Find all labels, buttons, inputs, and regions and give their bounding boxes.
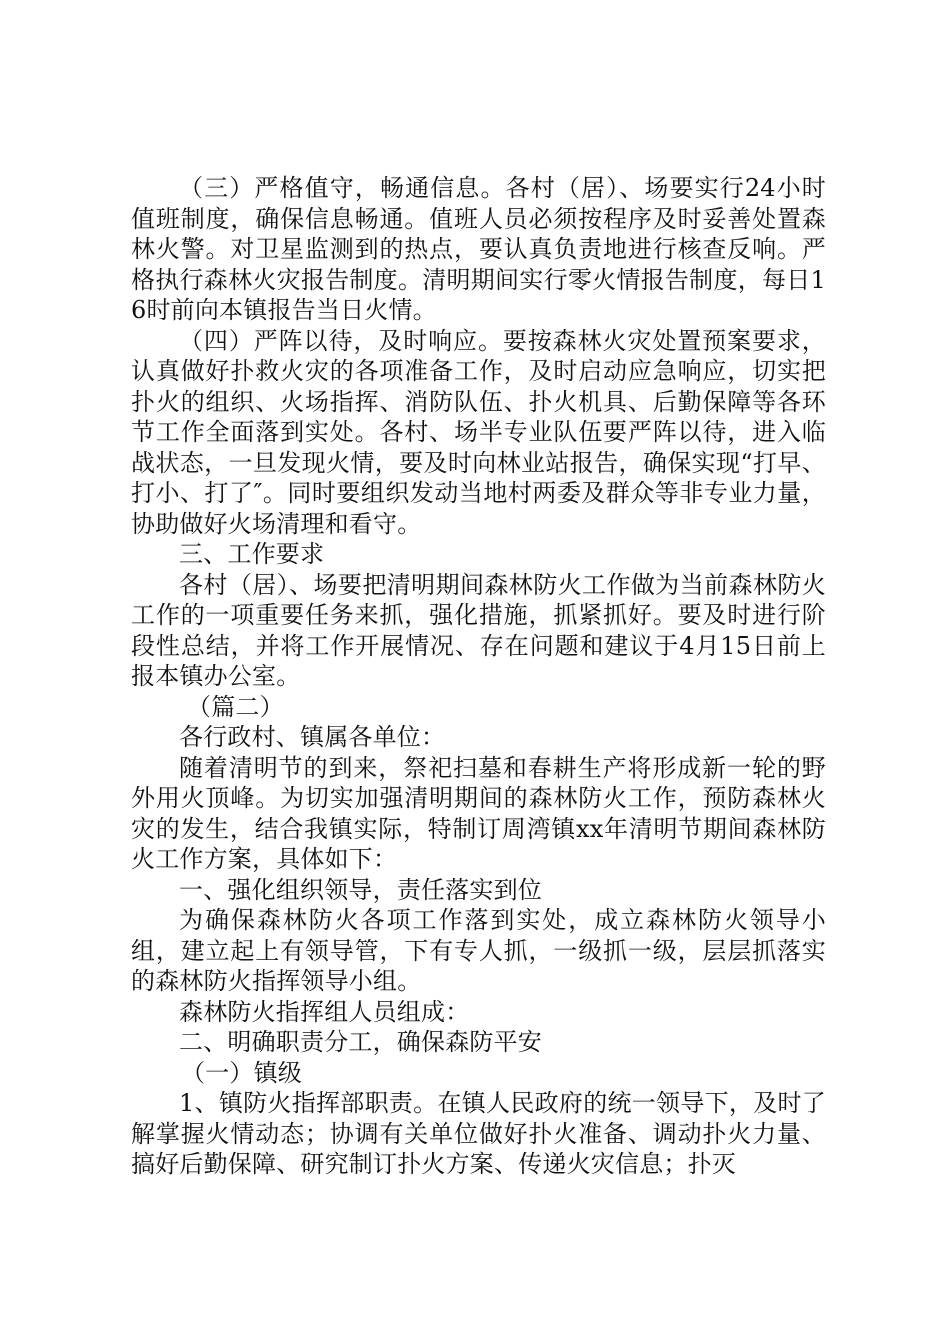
heading-part-two: （篇二） bbox=[187, 692, 284, 721]
paragraph-work-requirements: 各村（居）、场要把清明期间森林防火工作做为当前森林防火工作的一项重要任务来抓，强化措施，抓紧抓好。要及时进行阶段性总结，并将工作开展情况、存在问题和建议于4月15日前上报本镇办公室。 bbox=[131, 570, 826, 690]
salutation: 各行政村、镇属各单位： bbox=[179, 723, 446, 751]
heading-work-requirements: 三、工作要求 bbox=[179, 540, 325, 568]
paragraph-members: 森林防火指挥组人员组成： bbox=[179, 997, 470, 1026]
document-body bbox=[131, 173, 826, 1180]
heading-organization: 一、强化组织领导，责任落实到位 bbox=[179, 875, 542, 904]
paragraph-intro: 随着清明节的到来，祭祀扫墓和春耕生产将形成新一轮的野外用火顶峰。为切实加强清明期间的森林防火工作，预防森林火灾的发生，结合我镇实际，特制订周湾镇xx年清明节期间森林防火工作方案，具体如下： bbox=[131, 753, 826, 873]
paragraph-standby-response: （四）严阵以待，及时响应。要按森林火灾处置预案要求，认真做好扑救火灾的各项准备工作，及时启动应急响应，切实把扑火的组织、火场指挥、消防队伍、扑火机具、后勤保障等各环节工作全面落到实处。各村、场半专业队伍要严阵以待，进入临战状态，一旦发现火情，要及时向林业站报告，确保实现“打早、打小、打了″。同时要组织发动当地村两委及群众等非专业力量，协助做好火场清理和看守。 bbox=[131, 326, 826, 538]
paragraph-strict-duty: （三）严格值守，畅通信息。各村（居）、场要实行24小时值班制度，确保信息畅通。值班人员必须按程序及时妥善处置森林火警。对卫星监测到的热点，要认真负责地进行核查反响。严格执行森林火灾报告制度。清明期间实行零火情报告制度，每日16时前向本镇报告当日火情。 bbox=[131, 174, 826, 324]
paragraph-command-duties: 1、镇防火指挥部职责。在镇人民政府的统一领导下，及时了解掌握火情动态；协调有关单位做好扑火准备、调动扑火力量、搞好后勤保障、研究制订扑火方案、传递火灾信息；扑灭 bbox=[131, 1089, 826, 1178]
paragraph-organization: 为确保森林防火各项工作落到实处，成立森林防火领导小组，建立起上有领导管，下有专人抓，一级抓一级，层层抓落实的森林防火指挥领导小组。 bbox=[131, 906, 826, 995]
heading-town-level: （一）镇级 bbox=[181, 1058, 302, 1087]
heading-responsibilities: 二、明确职责分工，确保森防平安 bbox=[179, 1028, 542, 1056]
